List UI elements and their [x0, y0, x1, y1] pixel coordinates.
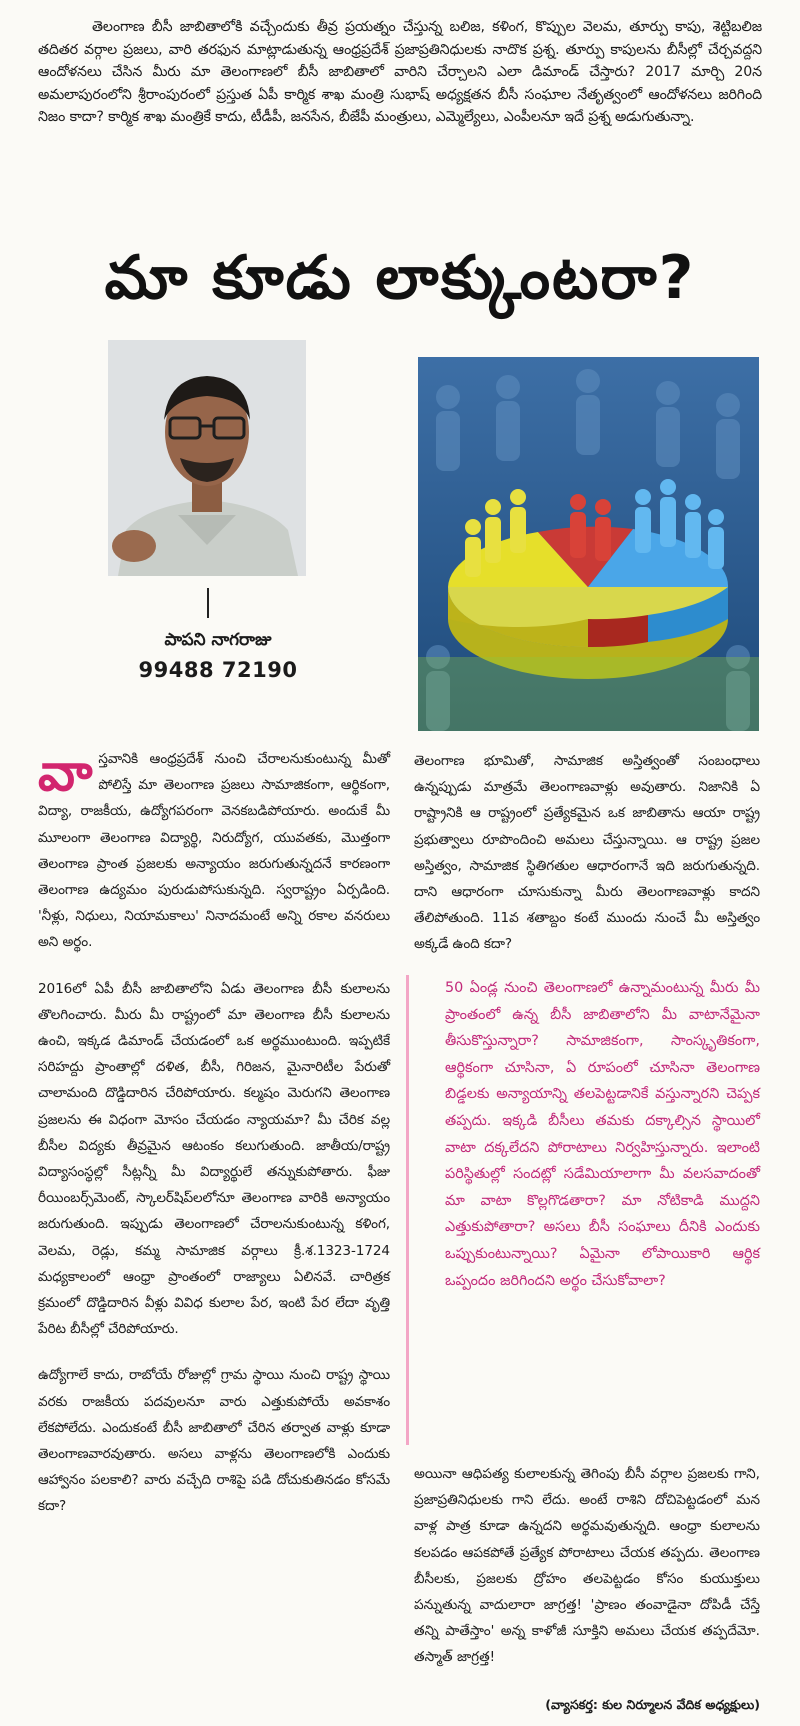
closing-paragraph: అయినా ఆధిపత్య కులాలకున్న తెగింపు బీసీ వర్గాల ప్రజలకు గాని, ప్రజాప్రతినిధులకు గాని లేదు. అంటే రాశిని దోచిపెట్టడంలో మన వాళ్ల పాత్ర కూడా ఉన్నదని అర్థమవుతున్నది. ఆంధ్రా కులాలను కలపడం ఆపకపోతే ప్రత్యేక పోరాటాలు చేయక తప్పదు. తెలంగాణ బీసీలకు, ప్రజలకు ద్రోహం తలపెట్టడం కోసం కుయుక్తులు పన్నుతున్న వాదులారా జాగ్రత్త! 'ప్రాణం తంవాడైనా దోపిడీ చేస్తే తన్ని పాతేస్తాం' అన్న కాళోజీ సూక్తిని అమలు చేయక తప్పదేమో. తస్మాత్ జాగ్రత్త!	[414, 1466, 760, 1666]
author-photo	[108, 340, 306, 576]
author-phone: 99488 72190	[138, 658, 298, 682]
left-paragraph-1	[38, 743, 390, 956]
left-paragraph-1-text: స్తవానికి ఆంధ్రప్రదేశ్ నుంచి చేరాలనుకుంటున్న మీతో పోలిస్తే మా తెలంగాణ ప్రజలు సామాజికంగా, ఆర్థికంగా, విద్యా, రాజకీయ, ఉద్యోగపరంగా వెనకబడిపోయారు. అందుకే మీ మూలంగా తెలంగాణ విద్యార్థి, నిరుద్యోగ, యువతకు, మొత్తంగా తెలంగాణ ప్రాంత ప్రజలకు అన్యాయం జరుగుతున్నదనే కారణంగా తెలంగాణ ఉద్యమం పురుడుపోసుకున్నది. స్వరాష్ట్రం ఏర్పడింది. 'నీళ్లు, నిధులు, నియామకాలు' నినాదమంటే అన్ని రకాల వనరులు అని అర్థం.	[38, 751, 390, 951]
pull-quote: 50 ఏండ్ల నుంచి తెలంగాణలో ఉన్నామంటున్న మీరు మీ ప్రాంతంలో ఉన్న బీసీ జాబితాలోని మీ వాటానేమైనా తీసుకొస్తున్నారా? సామాజికంగా, సాంస్కృతికంగా, ఆర్థికంగా చూసినా, ఏ రూపంలో చూసినా తెలంగాణ బిడ్డలకు అన్యాయాన్ని తలపెట్టడానికే వస్తున్నారని చెప్పక తప్పదు. ఇక్కడి బీసీలు తమకు దక్కాల్సిన స్థాయిలో వాటా దక్కలేదని పోరాటాలు నిర్వహిస్తున్నారు. ఇలాంటి పరిస్థితుల్లో సందట్లో సడేమియాలాగా మీ వలసవాదంతో మా వాటా కొల్లగొడతారా? మా నోటికాడి ముద్దని ఎత్తుకుపోతారా? అసలు బీసీ సంఘాలు దీనికి ఎందుకు ఒప్పుకుంటున్నాయి? ఏమైనా లోపాయికారి ఆర్థిక ఒప్పందం జరిగిందని అర్థం చేసుకోవాలా?	[406, 975, 760, 1445]
author-name: పాపని నాగరాజు	[164, 630, 272, 650]
right-column	[414, 748, 760, 978]
author-portrait-illustration	[108, 340, 306, 576]
left-paragraph-2: 2016లో ఏపీ బీసీ జాబితాలోని ఏడు తెలంగాణ బీసీ కులాలను తొలగించారు. మీరు మీ రాష్ట్రంలో మా తెలంగాణ బీసీ కులాలను ఉంచి, ఇక్కడ డిమాండ్ చేయడంలో ఒక అర్థముంటుంది. ఇప్పటికే సరిహద్దు ప్రాంతాల్లో దళిత, బీసీ, గిరిజన, మైనారిటీల పేరుతో చాలామంది దొడ్డిదారిన చేరిపోయారు. కల్మషం మెరుగని తెలంగాణ ప్రజలను ఈ విధంగా మోసం చేయడం న్యాయమా? మీ చేరిక వల్ల బీసీల విద్యకు తీవ్రమైన ఆటంకం కలుగుతుంది. జాతీయ/రాష్ట్ర విద్యాసంస్థల్లో సీట్లన్నీ మీ విద్యార్థులే తన్నుకుపోతారు. ఫీజు రీయింబర్స్‌మెంట్, స్కాలర్‌షిప్‌లలోనూ తెలంగాణ వారికి అన్యాయం జరుగుతుంది. ఇప్పుడు తెలంగాణలో చేరాలనుకుంటున్న కళింగ, వెలమ, రెడ్లు, కమ్మ సామాజిక వర్గాలు క్రీ.శ.1323-1724 మధ్యకాలంలో ఆంధ్రా ప్రాంతంలో రాజ్యాలు ఏలినవే. చారిత్రక క్రమంలో దొడ్డిదారిన వీళ్లు వివిధ కులాల పేర, ఇంటి పేర లేదా వృత్తి పేరిట బీసీల్లో చేరిపోయారు.	[38, 980, 390, 1338]
population-pie-illustration	[418, 357, 759, 731]
pie-chart-people-graphic	[418, 357, 759, 731]
byline-divider	[207, 588, 209, 618]
left-paragraph-3: ఉద్యోగాలే కాదు, రాబోయే రోజుల్లో గ్రామ స్థాయి నుంచి రాష్ట్ర స్థాయి వరకు రాజకీయ పదవులనూ వారు ఎత్తుకుపోయే అవకాశం లేకపోలేదు. ఎందుకంటే బీసీ జాబితాలో చేరిన తర్వాత వాళ్లు కూడా తెలంగాణవారవుతారు. అసలు వాళ్లను తెలంగాణలోకి ఎందుకు ఆహ్వానం పలకాలి? వారు వచ్చేది రాశిపై పడి దోచుకుతినడం కోసమే కదా?	[38, 1367, 390, 1515]
left-column	[38, 743, 390, 1540]
intro-paragraph: తెలంగాణ బీసీ జాబితాలోకి వచ్చేందుకు తీవ్ర ప్రయత్నం చేస్తున్న బలిజ, కళింగ, కొప్పుల వెలమ, తూర్పు కాపు, శెట్టిబలిజ తదితర వర్గాల ప్రజలు, వారి తరఫున మాట్లాడుతున్న ఆంధ్రప్రదేశ్ ప్రజాప్రతినిధులకు నాదొక ప్రశ్న. తూర్పు కాపులను బీసీల్లో చేర్చవద్దని ఆందోళనలు చేసిన మీరు మా తెలంగాణలో బీసీ జాబితాలో వారిని చేర్చాలని ఎలా డిమాండ్ చేస్తారు? 2017 మార్చి 20న అమలాపురంలోని శ్రీరాంపురంలో ప్రస్తుత ఏపీ కార్మిక శాఖ మంత్రి సుభాష్ అధ్యక్షతన బీసీ సంఘాల నేతృత్వంలో ఆందోళనలు జరిగింది నిజం కాదా? కార్మిక శాఖ మంత్రికే కాదు, టీడీపీ, జనసేన, బీజేపీ మంత్రులు, ఎమ్మెల్యేలు, ఎంపీలనూ ఇదే ప్రశ్న అడుగుతున్నా.	[38, 19, 762, 126]
right-paragraph-1: తెలంగాణ భూమితో, సామాజిక అస్తిత్వంతో సంబంధాలు ఉన్నప్పుడు మాత్రమే తెలంగాణవాళ్లు అవుతారు. నిజానికి ఏ రాష్ట్రానికి ఆ రాష్ట్రంలో ప్రత్యేకమైన ఒక జాబితాను ఆయా రాష్ట్ర ప్రభుత్వాలు రూపొందించి అమలు చేస్తున్నాయి. ఆ రాష్ట్ర ప్రజల అస్తిత్వం, సామాజిక స్థితిగతుల ఆధారంగానే ఇది జరుగుతున్నది. దాని ఆధారంగా చూసుకున్నా మీరు తెలంగాణవాళ్లు కాదని తేలిపోతుంది. 11వ శతాబ్దం కంటే ముందు నుంచే మీ అస్తిత్వం అక్కడే ఉంది కదా?	[414, 753, 760, 953]
author-credit: (వ్యాసకర్త: కుల నిర్మూలన వేదిక అధ్యక్షులు)	[545, 1697, 760, 1712]
dropcap: వా	[38, 743, 93, 803]
headline: మా కూడు లాక్కుంటరా?	[104, 243, 696, 313]
